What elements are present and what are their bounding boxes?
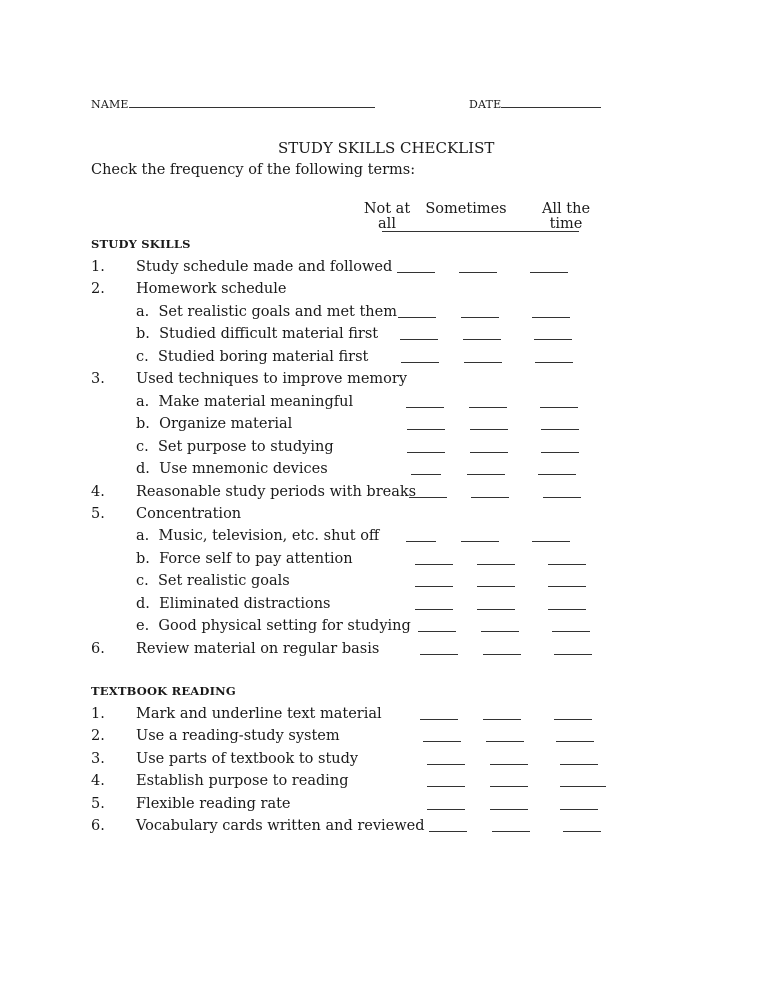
checkbox-blank-not-at-all[interactable]	[398, 317, 436, 318]
item-label: Mark and underline text material	[136, 706, 382, 722]
checkbox-blank-all-the-time[interactable]	[554, 654, 592, 655]
checkbox-blank-sometimes[interactable]	[481, 631, 519, 632]
item-label: Used techniques to improve memory	[136, 371, 408, 388]
checkbox-blank-all-the-time[interactable]	[535, 362, 573, 363]
checklist-row	[0, 593, 768, 615]
date-input-line[interactable]	[501, 96, 601, 108]
checkbox-blank-sometimes[interactable]	[461, 541, 499, 542]
column-header-not-at-all	[362, 202, 412, 232]
checkbox-blank-not-at-all[interactable]	[397, 272, 435, 273]
item-label: a. Music, television, etc. shut off	[136, 528, 380, 545]
checkbox-blank-all-the-time[interactable]	[532, 541, 570, 542]
checkbox-blank-all-the-time[interactable]	[534, 339, 572, 340]
item-number: 3.	[91, 371, 105, 388]
column-header-all-the-time-line1: All the	[541, 201, 591, 217]
item-label: c. Set purpose to studying	[136, 438, 334, 455]
checklist-row	[0, 301, 768, 323]
checklist-row	[0, 815, 768, 837]
checkbox-blank-not-at-all[interactable]	[401, 362, 439, 363]
item-number: 4.	[91, 483, 105, 500]
checkbox-blank-all-the-time[interactable]	[560, 764, 598, 765]
item-label: d. Use mnemonic devices	[136, 461, 328, 478]
checkbox-blank-all-the-time[interactable]	[552, 631, 590, 632]
item-number: 2.	[91, 728, 105, 745]
checklist-row	[0, 570, 768, 592]
page-title: STUDY SKILLS CHECKLIST	[278, 139, 495, 157]
checkbox-blank-sometimes[interactable]	[483, 719, 521, 720]
section-heading: TEXTBOOK READING	[91, 684, 236, 698]
checkbox-blank-sometimes[interactable]	[490, 786, 528, 787]
checkbox-blank-all-the-time[interactable]	[554, 719, 592, 720]
date-label: DATE	[469, 98, 502, 111]
checklist-row	[0, 481, 768, 503]
item-label: Use a reading-study system	[136, 728, 340, 745]
checkbox-blank-sometimes[interactable]	[471, 497, 509, 498]
name-input-line[interactable]	[129, 96, 375, 108]
item-label: d. Eliminated distractions	[136, 595, 331, 612]
checkbox-blank-not-at-all[interactable]	[407, 429, 445, 430]
checkbox-blank-all-the-time[interactable]	[541, 452, 579, 453]
item-label: Flexible reading rate	[136, 795, 291, 812]
checklist-row	[0, 770, 768, 792]
item-label: b. Force self to pay attention	[136, 550, 353, 567]
column-header-rule	[382, 231, 579, 232]
checkbox-blank-all-the-time[interactable]	[530, 272, 568, 273]
checkbox-blank-not-at-all[interactable]	[409, 497, 447, 498]
checkbox-blank-sometimes[interactable]	[469, 407, 507, 408]
checklist-row	[0, 748, 768, 770]
checklist-row	[0, 391, 768, 413]
checkbox-blank-all-the-time[interactable]	[560, 809, 598, 810]
checkbox-blank-not-at-all[interactable]	[407, 452, 445, 453]
checklist-row	[0, 368, 768, 390]
item-number: 4.	[91, 773, 105, 790]
checklist-row	[0, 503, 768, 525]
checkbox-blank-not-at-all[interactable]	[406, 541, 436, 542]
checkbox-blank-sometimes[interactable]	[492, 831, 530, 832]
column-header-all-the-time-line2: time	[549, 216, 583, 232]
checklist-row	[0, 346, 768, 368]
checkbox-blank-all-the-time[interactable]	[543, 497, 581, 498]
checklist-row	[0, 793, 768, 815]
column-header-all-the-time	[536, 202, 596, 232]
item-label: Study schedule made and followed	[136, 259, 393, 275]
checklist-row	[0, 525, 768, 547]
checkbox-blank-sometimes[interactable]	[464, 362, 502, 363]
section-heading: STUDY SKILLS	[91, 237, 191, 251]
item-number: 6.	[91, 640, 105, 657]
checkbox-blank-not-at-all[interactable]	[415, 564, 453, 565]
checkbox-blank-sometimes[interactable]	[470, 452, 508, 453]
item-number: 1.	[91, 706, 105, 722]
name-field[interactable]	[91, 96, 375, 111]
checkbox-blank-all-the-time[interactable]	[540, 407, 578, 408]
item-label: Establish purpose to reading	[136, 773, 349, 790]
item-number: 3.	[91, 750, 105, 767]
checklist-row	[0, 413, 768, 435]
checkbox-blank-not-at-all[interactable]	[400, 339, 438, 340]
date-field[interactable]	[469, 96, 601, 111]
column-header-not-at-all-line1: Not at	[363, 201, 411, 217]
checkbox-blank-not-at-all[interactable]	[406, 407, 444, 408]
checkbox-blank-sometimes[interactable]	[483, 654, 521, 655]
item-number: 5.	[91, 505, 105, 522]
checkbox-blank-all-the-time[interactable]	[548, 586, 586, 587]
checkbox-blank-sometimes[interactable]	[461, 317, 499, 318]
item-label: Reasonable study periods with breaks	[136, 483, 417, 500]
checkbox-blank-not-at-all[interactable]	[423, 741, 461, 742]
item-label: a. Make material meaningful	[136, 393, 354, 410]
checkbox-blank-sometimes[interactable]	[477, 586, 515, 587]
checklist-row	[0, 615, 768, 637]
item-label: Review material on regular basis	[136, 640, 380, 657]
checklist-row	[0, 548, 768, 570]
item-label: Use parts of textbook to study	[136, 750, 359, 767]
item-label: e. Good physical setting for studying	[136, 618, 411, 635]
checkbox-blank-all-the-time[interactable]	[548, 609, 586, 610]
item-label: b. Studied difficult material first	[136, 326, 379, 343]
item-number: 1.	[91, 259, 105, 275]
checklist-row	[0, 323, 768, 345]
checklist-row	[0, 638, 768, 660]
checkbox-blank-not-at-all[interactable]	[427, 764, 465, 765]
checklist-row	[0, 458, 768, 480]
item-label: Vocabulary cards written and reviewed	[136, 818, 425, 835]
checkbox-blank-sometimes[interactable]	[470, 429, 508, 430]
name-label: NAME	[91, 98, 129, 111]
checkbox-blank-sometimes[interactable]	[459, 272, 497, 273]
checkbox-blank-not-at-all[interactable]	[427, 809, 465, 810]
checkbox-blank-sometimes[interactable]	[490, 764, 528, 765]
checklist-row	[0, 703, 768, 725]
item-label: c. Studied boring material first	[136, 348, 369, 365]
item-label: a. Set realistic goals and met them	[136, 303, 397, 320]
checkbox-blank-all-the-time[interactable]	[548, 564, 586, 565]
checkbox-blank-all-the-time[interactable]	[563, 831, 601, 832]
checkbox-blank-not-at-all[interactable]	[415, 586, 453, 587]
column-header-not-at-all-line2: all	[378, 216, 396, 232]
checklist-row	[0, 725, 768, 747]
checkbox-blank-sometimes[interactable]	[463, 339, 501, 340]
checkbox-blank-all-the-time[interactable]	[541, 429, 579, 430]
item-label: c. Set realistic goals	[136, 573, 290, 590]
column-header-sometimes: Sometimes	[425, 201, 507, 217]
item-number: 6.	[91, 818, 105, 835]
item-number: 5.	[91, 795, 105, 812]
item-label: b. Organize material	[136, 416, 293, 433]
item-label: Homework schedule	[136, 281, 287, 298]
checkbox-blank-sometimes[interactable]	[486, 741, 524, 742]
checkbox-blank-not-at-all[interactable]	[420, 654, 458, 655]
checkbox-blank-sometimes[interactable]	[477, 609, 515, 610]
checkbox-blank-all-the-time[interactable]	[532, 317, 570, 318]
checkbox-blank-all-the-time[interactable]	[556, 741, 594, 742]
checkbox-blank-not-at-all[interactable]	[411, 474, 441, 475]
checklist-row	[0, 436, 768, 458]
checkbox-blank-not-at-all[interactable]	[420, 719, 458, 720]
checklist-row	[0, 278, 768, 300]
checkbox-blank-sometimes[interactable]	[490, 809, 528, 810]
checkbox-blank-sometimes[interactable]	[467, 474, 505, 475]
checkbox-blank-all-the-time[interactable]	[560, 786, 606, 787]
instructions: Check the frequency of the following terms:	[91, 162, 416, 178]
checkbox-blank-all-the-time[interactable]	[538, 474, 576, 475]
checkbox-blank-not-at-all[interactable]	[427, 786, 465, 787]
checkbox-blank-not-at-all[interactable]	[415, 609, 453, 610]
checkbox-blank-not-at-all[interactable]	[429, 831, 467, 832]
item-number: 2.	[91, 281, 105, 298]
checkbox-blank-sometimes[interactable]	[477, 564, 515, 565]
checkbox-blank-not-at-all[interactable]	[418, 631, 456, 632]
item-label: Concentration	[136, 505, 242, 522]
checklist-row	[0, 256, 768, 278]
